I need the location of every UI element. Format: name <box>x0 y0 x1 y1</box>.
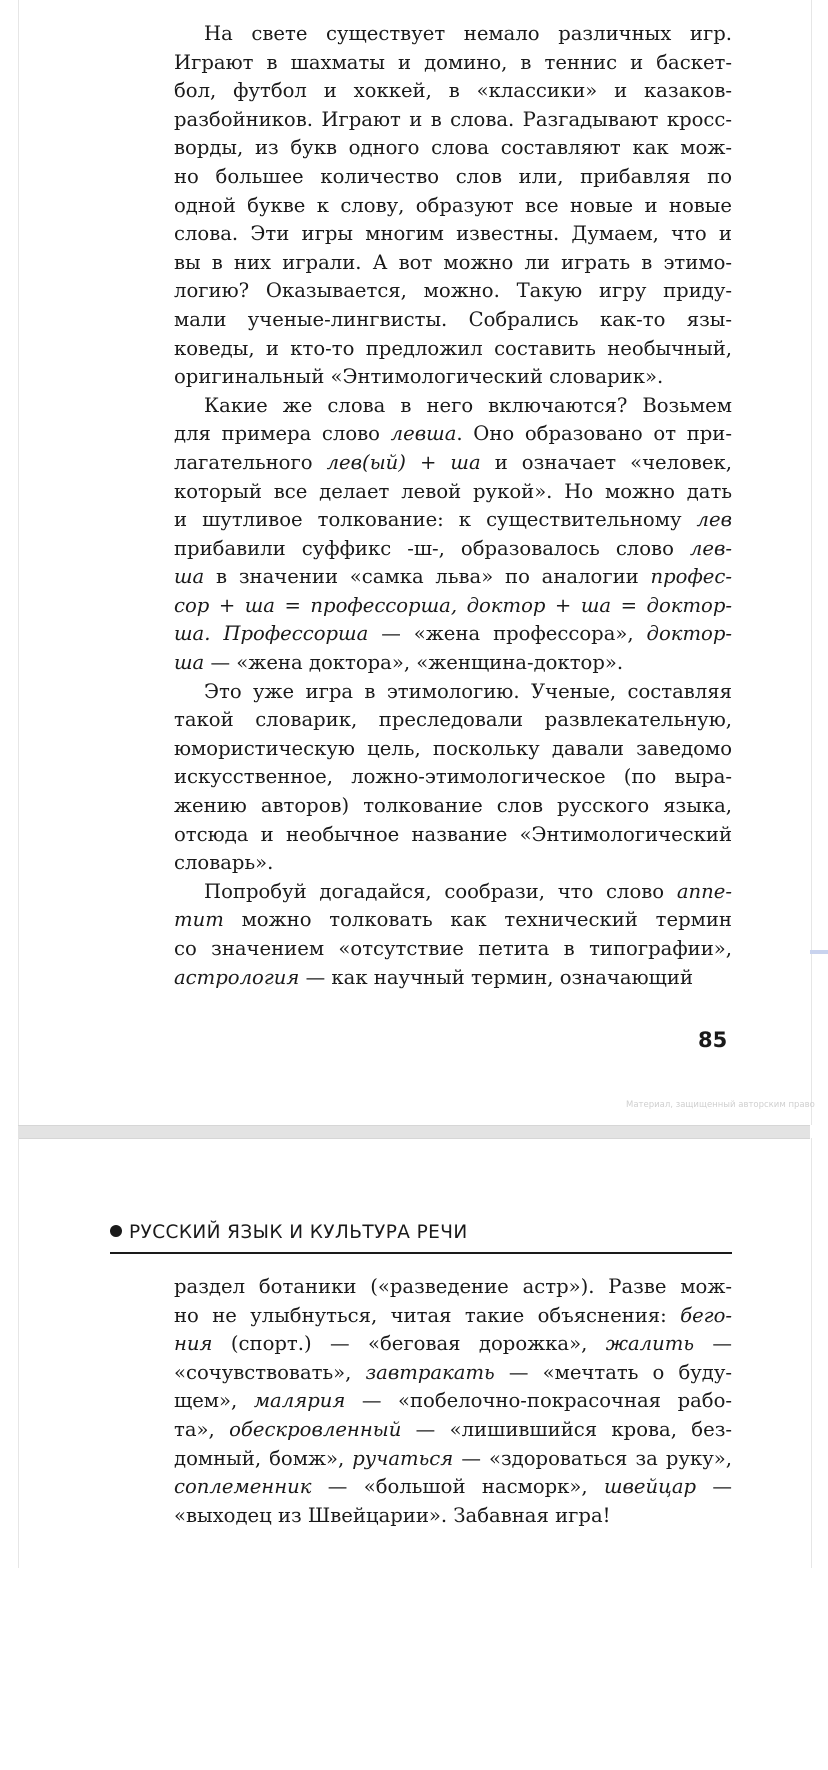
bullet-icon <box>110 1225 122 1237</box>
text-line <box>174 506 732 535</box>
italic-term: завтракать <box>365 1360 495 1384</box>
italic-term: аппе- <box>676 879 732 903</box>
text-line <box>174 20 732 49</box>
italic-term: швейцар <box>603 1475 697 1499</box>
text-span: но большее количество слов или, прибавляя по <box>174 164 732 188</box>
text-span: — «лишившийся крова, без- <box>401 1417 733 1441</box>
page-86-paragraph <box>174 1273 732 1530</box>
text-line <box>174 763 732 792</box>
scroll-indicator[interactable] <box>810 950 828 954</box>
text-line <box>174 1330 732 1359</box>
text-span: щем», <box>174 1389 254 1413</box>
text-span: в значении «самка льва» по аналогии <box>204 565 651 589</box>
page-number: 85 <box>698 1028 728 1052</box>
italic-term: обескровленный <box>229 1417 402 1441</box>
text-span: . Оно образовано от при- <box>456 422 732 446</box>
text-line <box>174 964 732 993</box>
text-span: — <box>694 1332 732 1356</box>
text-span: «сочувствовать», <box>174 1360 366 1384</box>
text-span: оригинальный «Энтимологический словарик». <box>174 365 664 389</box>
text-line <box>174 821 732 850</box>
text-line <box>174 449 732 478</box>
page-separator <box>18 1125 810 1139</box>
text-line <box>174 935 732 964</box>
italic-term: ша <box>174 565 205 589</box>
italic-term: соплеменник <box>174 1475 312 1499</box>
text-span: жению авторов) толкование слов русского языка, <box>174 794 732 818</box>
italic-term: ния <box>174 1332 213 1356</box>
text-line <box>174 706 732 735</box>
text-line <box>174 678 732 707</box>
text-line <box>174 849 732 878</box>
text-span: одной букве к слову, образуют все новые и новые <box>174 193 732 217</box>
text-line <box>174 363 732 392</box>
text-span: со значением «отсутствие петита в типографии», <box>174 937 732 960</box>
text-line <box>174 163 732 192</box>
text-span: — «мечтать о буду- <box>494 1360 733 1384</box>
text-span: Какие же слова в него включаются? Возьмем <box>204 393 732 417</box>
italic-term: лев <box>696 508 732 532</box>
text-span: юмористическую цель, поскольку давали заведомо <box>174 736 732 760</box>
text-span: На свете существует немало различных игр. <box>204 22 732 45</box>
text-span: такой словарик, преследовали развлекательную, <box>174 708 732 732</box>
text-line <box>174 277 732 306</box>
page-86-body-text <box>174 1273 732 1530</box>
italic-term: профес- <box>650 565 732 589</box>
text-line <box>174 192 732 221</box>
text-span: — <box>696 1475 732 1499</box>
page-85-paragraph <box>174 20 732 392</box>
text-span: — «побелочно-покрасочная рабо- <box>345 1389 733 1413</box>
text-line <box>174 49 732 78</box>
text-span: — «жена профессора», <box>368 622 647 646</box>
text-line <box>174 1302 732 1331</box>
text-span: (спорт.) — «беговая дорожка», <box>212 1332 606 1356</box>
text-line <box>174 335 732 364</box>
text-span: прибавили суффикс -ш-, образовалось слово <box>174 536 690 560</box>
running-head <box>110 1222 732 1254</box>
text-line <box>174 535 732 564</box>
italic-term: ша <box>174 651 205 675</box>
text-span: который все делает левой рукой». Но можно дать <box>174 479 732 503</box>
text-span: домный, бомж», <box>174 1446 353 1470</box>
text-span: слова. Эти игры многим известны. Думаем, что и <box>174 222 732 246</box>
italic-term: левша <box>390 422 457 446</box>
text-line <box>174 620 732 649</box>
text-span: раздел ботаники («разведение астр»). Разве мож- <box>174 1275 732 1298</box>
text-span: вы в них играли. А вот можно ли играть в этимо- <box>174 250 732 274</box>
italic-term: ручаться <box>352 1446 454 1470</box>
text-span: та», <box>174 1417 230 1441</box>
text-span: Это уже игра в этимологию. Ученые, составляя <box>204 679 732 703</box>
text-line <box>174 735 732 764</box>
text-line <box>174 1445 732 1474</box>
text-span: Попробуй догадайся, сообрази, что слово <box>204 879 677 903</box>
text-line <box>174 1502 732 1531</box>
text-line <box>174 878 732 907</box>
text-line <box>174 306 732 335</box>
running-head-title: РУССКИЙ ЯЗЫК И КУЛЬТУРА РЕЧИ <box>129 1222 468 1243</box>
italic-term: лев(ый) + ша <box>326 450 481 474</box>
text-line <box>174 563 732 592</box>
text-line <box>174 392 732 421</box>
page-85-paragraph <box>174 678 732 878</box>
text-line <box>174 478 732 507</box>
text-span: для примера слово <box>174 422 391 446</box>
text-span: Играют в шахматы и домино, в теннис и баскет- <box>174 50 732 74</box>
text-line <box>174 1416 732 1445</box>
text-span: ворды, из букв одного слова составляют как мож- <box>174 136 732 160</box>
text-line <box>174 106 732 135</box>
text-span: отсюда и необычное название «Энтимологический <box>174 822 732 846</box>
text-span: лагательного <box>174 450 327 474</box>
italic-term: доктор- <box>646 622 733 646</box>
text-line <box>174 649 732 678</box>
italic-term: астрология <box>174 965 300 989</box>
italic-term: сор + ша = профессорша, доктор + ша = доктор- <box>174 593 732 617</box>
text-span: — как научный термин, означающий <box>299 965 694 989</box>
text-span: но не улыбнуться, читая такие объяснения: <box>174 1303 681 1327</box>
text-line <box>174 420 732 449</box>
italic-term: тит <box>174 908 224 932</box>
italic-term: бего- <box>680 1303 732 1327</box>
text-line <box>174 220 732 249</box>
text-line <box>174 1473 732 1502</box>
text-span: логию? Оказывается, можно. Такую игру приду- <box>174 279 732 303</box>
italic-term: лев- <box>689 536 732 560</box>
text-line <box>174 77 732 106</box>
text-line <box>174 592 732 621</box>
italic-term: малярия <box>253 1389 346 1413</box>
page-85-paragraph <box>174 878 732 992</box>
text-span: — «большой насморк», <box>311 1475 604 1499</box>
text-span: искусственное, ложно-этимологическое (по выра- <box>174 765 732 789</box>
text-line <box>174 1273 732 1302</box>
text-line <box>174 1387 732 1416</box>
text-span: можно толковать как технический термин <box>223 908 732 932</box>
page-85-body-text <box>174 20 732 992</box>
text-line <box>174 134 732 163</box>
italic-term: жалить <box>605 1332 694 1356</box>
text-line <box>174 249 732 278</box>
text-line <box>174 1359 732 1388</box>
text-span: словарь». <box>174 851 274 875</box>
text-span: «выходец из Швейцарии». Забавная игра! <box>174 1503 611 1527</box>
copyright-watermark: Материал, защищенный авторским право <box>626 1100 815 1110</box>
text-span: — «жена доктора», «женщина-доктор». <box>204 651 624 675</box>
text-span: и означает «человек, <box>480 450 732 474</box>
text-span: коведы, и кто-то предложил составить необычный, <box>174 336 732 360</box>
text-span: и шутливое толкование: к существительному <box>174 508 697 532</box>
text-span: мали ученые-лингвисты. Собрались как-то язы- <box>174 307 732 331</box>
page-85-paragraph <box>174 392 732 678</box>
text-line <box>174 906 732 935</box>
italic-term: ша. Профессорша <box>174 622 369 646</box>
text-span: разбойников. Играют и в слова. Разгадывают кросс- <box>174 107 732 131</box>
text-span: бол, футбол и хоккей, в «классики» и казаков- <box>174 79 732 103</box>
text-span: — «здороваться за руку», <box>453 1446 732 1470</box>
text-line <box>174 792 732 821</box>
